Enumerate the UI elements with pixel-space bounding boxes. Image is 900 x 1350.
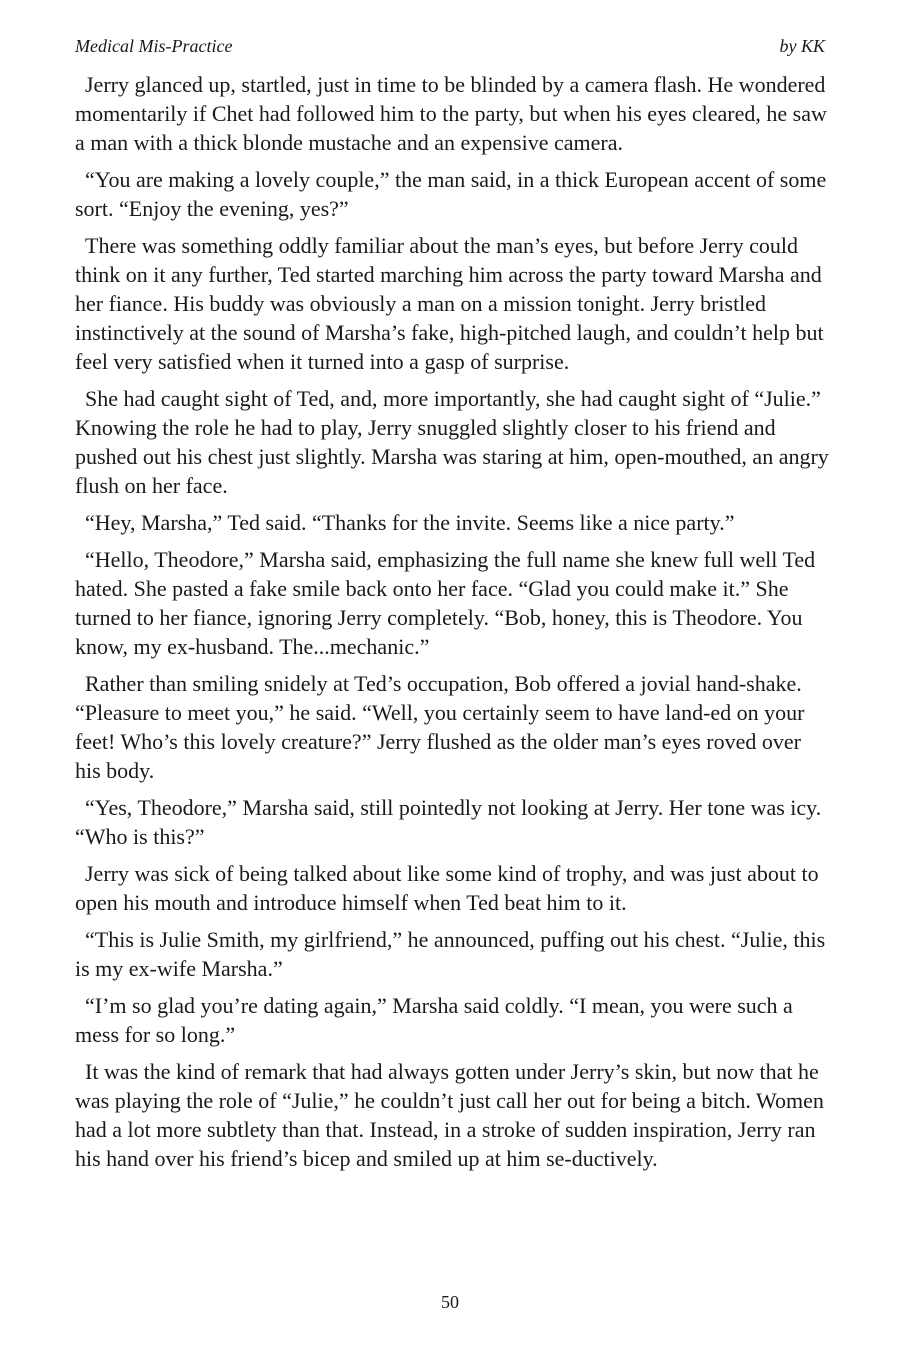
paragraph: Rather than smiling snidely at Ted’s occupation, Bob offered a jovial hand-shake. “Pleasure to meet you,” he said. “Well, you certainly seem to have land-ed on your feet! Who’s this lovely creature?” Jerry flushed as the older man’s eyes roved over his body. bbox=[75, 671, 805, 783]
paragraph: She had caught sight of Ted, and, more importantly, she had caught sight of “Julie.” Knowing the role he had to play, Jerry snuggled slightly closer to his friend and pushed out his chest just slightly. Marsha was staring at him, open-mouthed, an angry flush on her face. bbox=[75, 386, 829, 498]
paragraph: “Hey, Marsha,” Ted said. “Thanks for the invite. Seems like a nice party.” bbox=[85, 510, 735, 535]
paragraph: “You are making a lovely couple,” the man said, in a thick European accent of some sort. “Enjoy the evening, yes?” bbox=[75, 167, 827, 221]
paragraph: There was something oddly familiar about the man’s eyes, but before Jerry could think on it any further, Ted started marching him across the party toward Marsha and her fiance. His buddy was obviously a man on a mission tonight. Jerry bristled instinctively at the sound of Marsha’s fake, high-pitched laugh, and couldn’t help but feel very satisfied when it turned into a gasp of surprise. bbox=[75, 233, 824, 374]
paragraph: Jerry glanced up, startled, just in time to be blinded by a camera flash. He wondered momentarily if Chet had followed him to the party, but when his eyes cleared, he saw a man with a thick blonde mustache and an expensive camera. bbox=[75, 72, 827, 155]
paragraph: “This is Julie Smith, my girlfriend,” he announced, puffing out his chest. “Julie, this is my ex-wife Marsha.” bbox=[75, 927, 826, 981]
paragraph: “Yes, Theodore,” Marsha said, still pointedly not looking at Jerry. Her tone was icy. “Who is this?” bbox=[75, 795, 822, 849]
paragraph: “Hello, Theodore,” Marsha said, emphasizing the full name she knew full well Ted hated. She pasted a fake smile back onto her face. “Glad you could make it.” She turned to her fiance, ignoring Jerry completely. “Bob, honey, this is Theodore. You know, my ex-husband. The...mechanic.” bbox=[75, 547, 816, 659]
page-number: 50 bbox=[441, 1292, 459, 1312]
body-text bbox=[75, 70, 830, 1181]
paragraph: Jerry was sick of being talked about like some kind of trophy, and was just about to open his mouth and introduce himself when Ted beat him to it. bbox=[75, 861, 819, 915]
author-name: by KK bbox=[779, 36, 825, 56]
book-title: Medical Mis-Practice bbox=[75, 36, 233, 56]
paragraph: “I’m so glad you’re dating again,” Marsha said coldly. “I mean, you were such a mess for so long.” bbox=[75, 993, 793, 1047]
paragraph: It was the kind of remark that had always gotten under Jerry’s skin, but now that he was playing the role of “Julie,” he couldn’t just call her out for being a bitch. Women had a lot more subtlety than that. Instead, in a stroke of sudden inspiration, Jerry ran his hand over his friend’s bicep and smiled up at him se-ductively. bbox=[75, 1059, 824, 1171]
